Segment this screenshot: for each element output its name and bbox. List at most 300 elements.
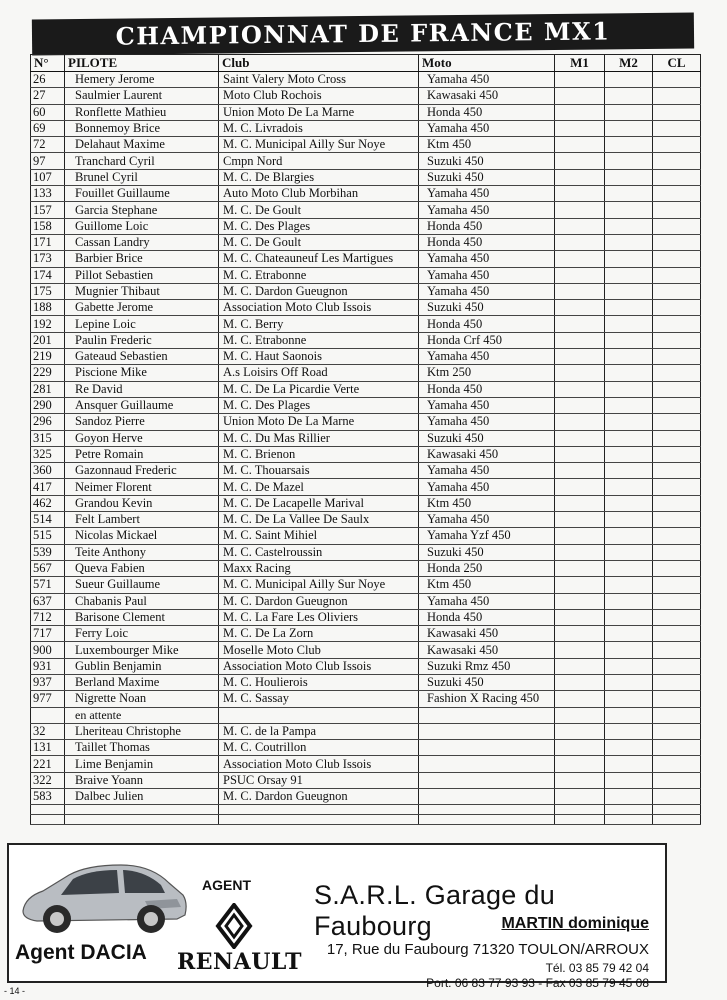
result-m2-cell <box>605 397 653 413</box>
rider-number: 60 <box>31 104 65 120</box>
rider-moto: Honda 450 <box>419 381 555 397</box>
result-m1-cell <box>555 642 605 658</box>
rider-moto: Kawasaki 450 <box>419 446 555 462</box>
rider-name: Gateaud Sebastien <box>65 349 219 365</box>
rider-name: Queva Fabien <box>65 560 219 576</box>
table-row <box>31 332 701 348</box>
result-m2-cell <box>605 658 653 674</box>
rider-name: Sueur Guillaume <box>65 577 219 593</box>
empty-cell <box>219 707 419 723</box>
table-row <box>31 169 701 185</box>
result-m1-cell <box>555 88 605 104</box>
result-m1-cell <box>555 104 605 120</box>
empty-cell <box>419 805 555 815</box>
result-m1-cell <box>555 512 605 528</box>
result-m1-cell <box>555 544 605 560</box>
rider-moto <box>419 789 555 805</box>
rider-moto: Yamaha 450 <box>419 414 555 430</box>
table-row <box>31 153 701 169</box>
rider-name: Teite Anthony <box>65 544 219 560</box>
rider-name: Grandou Kevin <box>65 495 219 511</box>
rider-name: Ferry Loic <box>65 626 219 642</box>
result-m1-cell <box>555 349 605 365</box>
result-m1-cell <box>555 560 605 576</box>
rider-moto: Honda 450 <box>419 234 555 250</box>
rider-name: Dalbec Julien <box>65 789 219 805</box>
rider-number: 157 <box>31 202 65 218</box>
waiting-list-separator-row <box>31 707 701 723</box>
rider-number: 462 <box>31 495 65 511</box>
rider-club: M. C. Des Plages <box>219 397 419 413</box>
rider-moto: Kawasaki 450 <box>419 88 555 104</box>
dacia-agent-label: Agent DACIA <box>15 941 147 964</box>
empty-cell <box>65 805 219 815</box>
rider-name: Fouillet Guillaume <box>65 186 219 202</box>
result-m2-cell <box>605 202 653 218</box>
result-m1-cell <box>555 772 605 788</box>
result-cl-cell <box>653 414 701 430</box>
table-row <box>31 300 701 316</box>
result-m2-cell <box>605 495 653 511</box>
rider-moto: Yamaha 450 <box>419 202 555 218</box>
rider-moto: Fashion X Racing 450 <box>419 691 555 707</box>
rider-name: Guillome Loic <box>65 218 219 234</box>
result-cl-cell <box>653 756 701 772</box>
result-m2-cell <box>605 381 653 397</box>
rider-moto <box>419 772 555 788</box>
rider-club: M. C. De Lacapelle Marival <box>219 495 419 511</box>
rider-club: A.s Loisirs Off Road <box>219 365 419 381</box>
result-m1-cell <box>555 674 605 690</box>
result-cl-cell <box>653 658 701 674</box>
result-cl-cell <box>653 789 701 805</box>
empty-cell <box>31 805 65 815</box>
rider-number: 72 <box>31 137 65 153</box>
rider-number: 158 <box>31 218 65 234</box>
result-m1-cell <box>555 626 605 642</box>
header-m2: M2 <box>605 55 653 72</box>
result-m2-cell <box>605 512 653 528</box>
rider-number: 192 <box>31 316 65 332</box>
empty-cell <box>419 707 555 723</box>
rider-club: M. C. De La Picardie Verte <box>219 381 419 397</box>
rider-number: 296 <box>31 414 65 430</box>
rider-number: 174 <box>31 267 65 283</box>
rider-name: Gabette Jerome <box>65 300 219 316</box>
rider-club: Association Moto Club Issois <box>219 300 419 316</box>
rider-number: 637 <box>31 593 65 609</box>
result-cl-cell <box>653 202 701 218</box>
rider-moto: Yamaha 450 <box>419 463 555 479</box>
rider-moto: Kawasaki 450 <box>419 626 555 642</box>
result-cl-cell <box>653 626 701 642</box>
table-row <box>31 381 701 397</box>
table-row <box>31 120 701 136</box>
result-m2-cell <box>605 72 653 88</box>
rider-name: Luxembourger Mike <box>65 642 219 658</box>
garage-mobile-fax: Port. 06 83 77 93 93 - Fax 03 85 79 45 08 <box>426 976 649 990</box>
result-m1-cell <box>555 446 605 462</box>
result-m1-cell <box>555 202 605 218</box>
table-row <box>31 72 701 88</box>
empty-cell <box>219 805 419 815</box>
rider-moto <box>419 740 555 756</box>
rider-name: Sandoz Pierre <box>65 414 219 430</box>
waiting-spacer <box>31 707 65 723</box>
rider-number: 931 <box>31 658 65 674</box>
result-cl-cell <box>653 104 701 120</box>
table-row <box>31 430 701 446</box>
rider-moto <box>419 723 555 739</box>
table-row <box>31 577 701 593</box>
rider-name: Barbier Brice <box>65 251 219 267</box>
rider-name: Ronflette Mathieu <box>65 104 219 120</box>
result-m1-cell <box>555 267 605 283</box>
rider-moto: Honda Crf 450 <box>419 332 555 348</box>
result-m1-cell <box>555 789 605 805</box>
rider-moto: Kawasaki 450 <box>419 642 555 658</box>
result-m1-cell <box>555 658 605 674</box>
table-row <box>31 104 701 120</box>
result-m1-cell <box>555 316 605 332</box>
rider-club: M. C. Municipal Ailly Sur Noye <box>219 137 419 153</box>
result-cl-cell <box>653 479 701 495</box>
rider-club: Moto Club Rochois <box>219 88 419 104</box>
result-cl-cell <box>653 593 701 609</box>
rider-name: Bonnemoy Brice <box>65 120 219 136</box>
rider-number: 133 <box>31 186 65 202</box>
rider-number: 97 <box>31 153 65 169</box>
result-m2-cell <box>605 349 653 365</box>
result-cl-cell <box>653 120 701 136</box>
rider-club: M. C. Dardon Gueugnon <box>219 593 419 609</box>
rider-club: M. C. Houlierois <box>219 674 419 690</box>
rider-number: 583 <box>31 789 65 805</box>
result-m2-cell <box>605 414 653 430</box>
result-m2-cell <box>605 463 653 479</box>
table-row <box>31 137 701 153</box>
rider-club: M. C. Dardon Gueugnon <box>219 283 419 299</box>
rider-club: Cmpn Nord <box>219 153 419 169</box>
garage-phone: Tél. 03 85 79 42 04 <box>545 961 649 975</box>
garage-name: S.A.R.L. Garage du Faubourg <box>314 880 556 941</box>
result-m2-cell <box>605 186 653 202</box>
rider-club: Union Moto De La Marne <box>219 414 419 430</box>
rider-moto: Yamaha 450 <box>419 593 555 609</box>
rider-club: M. C. Du Mas Rillier <box>219 430 419 446</box>
table-row <box>31 609 701 625</box>
championship-title: CHAMPIONNAT DE FRANCE MX1 <box>32 13 694 56</box>
rider-club: Maxx Racing <box>219 560 419 576</box>
table-row <box>31 658 701 674</box>
table-row <box>31 234 701 250</box>
rider-number: 219 <box>31 349 65 365</box>
rider-club: M. C. De La Zorn <box>219 626 419 642</box>
result-m1-cell <box>555 577 605 593</box>
entry-table <box>30 54 701 825</box>
header-moto: Moto <box>419 55 555 72</box>
rider-club: Association Moto Club Issois <box>219 756 419 772</box>
result-m2-cell <box>605 756 653 772</box>
result-m1-cell <box>555 120 605 136</box>
table-row <box>31 446 701 462</box>
result-m1-cell <box>555 593 605 609</box>
result-cl-cell <box>653 560 701 576</box>
result-m1-cell <box>555 300 605 316</box>
result-m2-cell <box>605 528 653 544</box>
result-m2-cell <box>605 283 653 299</box>
rider-number: 325 <box>31 446 65 462</box>
result-m2-cell <box>605 251 653 267</box>
rider-number: 712 <box>31 609 65 625</box>
table-row <box>31 512 701 528</box>
waiting-row <box>31 756 701 772</box>
rider-moto: Yamaha Yzf 450 <box>419 528 555 544</box>
result-m1-cell <box>555 381 605 397</box>
result-m2-cell <box>605 88 653 104</box>
table-row <box>31 626 701 642</box>
entry-rows <box>31 72 701 825</box>
garage-address: 17, Rue du Faubourg 71320 TOULON/ARROUX <box>326 941 649 958</box>
result-m2-cell <box>605 137 653 153</box>
rider-number: 900 <box>31 642 65 658</box>
rider-number: 571 <box>31 577 65 593</box>
result-m1-cell <box>555 756 605 772</box>
result-m2-cell <box>605 267 653 283</box>
rider-name: Saulmier Laurent <box>65 88 219 104</box>
result-m2-cell <box>605 430 653 446</box>
rider-club: M. C. Municipal Ailly Sur Noye <box>219 577 419 593</box>
table-row <box>31 251 701 267</box>
result-m2-cell <box>605 560 653 576</box>
result-m1-cell <box>555 365 605 381</box>
rider-moto: Honda 450 <box>419 316 555 332</box>
result-m1-cell <box>555 234 605 250</box>
rider-club: M. C. Brienon <box>219 446 419 462</box>
result-cl-cell <box>653 740 701 756</box>
result-cl-cell <box>653 528 701 544</box>
rider-name: Lime Benjamin <box>65 756 219 772</box>
rider-number: 515 <box>31 528 65 544</box>
result-cl-cell <box>653 642 701 658</box>
result-cl-cell <box>653 349 701 365</box>
rider-name: Paulin Frederic <box>65 332 219 348</box>
table-row <box>31 593 701 609</box>
result-m2-cell <box>605 332 653 348</box>
entry-list-sheet <box>12 8 717 833</box>
result-m1-cell <box>555 528 605 544</box>
rider-name: Barisone Clement <box>65 609 219 625</box>
rider-name: Pillot Sebastien <box>65 267 219 283</box>
rider-moto: Suzuki 450 <box>419 430 555 446</box>
result-m1-cell <box>555 137 605 153</box>
empty-cell <box>653 707 701 723</box>
waiting-row <box>31 789 701 805</box>
result-m1-cell <box>555 691 605 707</box>
rider-moto: Ktm 450 <box>419 137 555 153</box>
rider-club: Saint Valery Moto Cross <box>219 72 419 88</box>
rider-number: 937 <box>31 674 65 690</box>
rider-club: Union Moto De La Marne <box>219 104 419 120</box>
rider-number: 27 <box>31 88 65 104</box>
result-cl-cell <box>653 495 701 511</box>
rider-club: Moselle Moto Club <box>219 642 419 658</box>
rider-club: M. C. Sassay <box>219 691 419 707</box>
result-cl-cell <box>653 397 701 413</box>
rider-club: M. C. Saint Mihiel <box>219 528 419 544</box>
result-m2-cell <box>605 120 653 136</box>
rider-moto: Yamaha 450 <box>419 267 555 283</box>
result-m1-cell <box>555 479 605 495</box>
rider-number: 417 <box>31 479 65 495</box>
empty-cell <box>419 815 555 825</box>
rider-club: M. C. De Mazel <box>219 479 419 495</box>
result-cl-cell <box>653 283 701 299</box>
result-m2-cell <box>605 609 653 625</box>
result-m1-cell <box>555 283 605 299</box>
rider-club: M. C. Des Plages <box>219 218 419 234</box>
table-row <box>31 365 701 381</box>
rider-moto: Suzuki 450 <box>419 544 555 560</box>
result-cl-cell <box>653 463 701 479</box>
rider-club: M. C. La Fare Les Oliviers <box>219 609 419 625</box>
result-cl-cell <box>653 332 701 348</box>
rider-number: 32 <box>31 723 65 739</box>
rider-name: Delahaut Maxime <box>65 137 219 153</box>
rider-moto: Honda 250 <box>419 560 555 576</box>
result-m1-cell <box>555 397 605 413</box>
result-m1-cell <box>555 332 605 348</box>
result-cl-cell <box>653 72 701 88</box>
result-cl-cell <box>653 300 701 316</box>
rider-name: Re David <box>65 381 219 397</box>
rider-moto: Yamaha 450 <box>419 186 555 202</box>
empty-cell <box>219 815 419 825</box>
rider-moto: Suzuki 450 <box>419 153 555 169</box>
rider-number: 315 <box>31 430 65 446</box>
rider-club: M. C. Thouarsais <box>219 463 419 479</box>
rider-number: 717 <box>31 626 65 642</box>
rider-number: 539 <box>31 544 65 560</box>
result-cl-cell <box>653 234 701 250</box>
header-cl: CL <box>653 55 701 72</box>
rider-moto: Honda 450 <box>419 104 555 120</box>
rider-number: 69 <box>31 120 65 136</box>
rider-club: M. C. Etrabonne <box>219 267 419 283</box>
rider-moto: Suzuki Rmz 450 <box>419 658 555 674</box>
rider-name: Garcia Stephane <box>65 202 219 218</box>
rider-name: Petre Romain <box>65 446 219 462</box>
rider-club: Auto Moto Club Morbihan <box>219 186 419 202</box>
rider-number: 107 <box>31 169 65 185</box>
table-header-row <box>31 55 701 72</box>
rider-moto: Yamaha 450 <box>419 349 555 365</box>
table-row <box>31 674 701 690</box>
table-row <box>31 88 701 104</box>
result-m2-cell <box>605 789 653 805</box>
waiting-row <box>31 772 701 788</box>
header-club: Club <box>219 55 419 72</box>
rider-name: Goyon Herve <box>65 430 219 446</box>
rider-number: 171 <box>31 234 65 250</box>
result-m2-cell <box>605 153 653 169</box>
rider-name: Brunel Cyril <box>65 169 219 185</box>
result-cl-cell <box>653 381 701 397</box>
rider-moto: Yamaha 450 <box>419 512 555 528</box>
rider-number: 229 <box>31 365 65 381</box>
rider-number: 977 <box>31 691 65 707</box>
waiting-row <box>31 740 701 756</box>
table-row <box>31 349 701 365</box>
result-m1-cell <box>555 463 605 479</box>
rider-name: Lepine Loic <box>65 316 219 332</box>
rider-name: Taillet Thomas <box>65 740 219 756</box>
rider-name: Mugnier Thibaut <box>65 283 219 299</box>
rider-club: PSUC Orsay 91 <box>219 772 419 788</box>
rider-number: 290 <box>31 397 65 413</box>
waiting-row <box>31 723 701 739</box>
rider-moto: Honda 450 <box>419 218 555 234</box>
result-cl-cell <box>653 186 701 202</box>
table-row <box>31 560 701 576</box>
result-m2-cell <box>605 479 653 495</box>
waiting-list-label: en attente <box>65 707 219 723</box>
empty-cell <box>65 815 219 825</box>
rider-name: Nigrette Noan <box>65 691 219 707</box>
rider-club: M. C. Berry <box>219 316 419 332</box>
rider-number: 360 <box>31 463 65 479</box>
result-m2-cell <box>605 626 653 642</box>
rider-name: Nicolas Mickael <box>65 528 219 544</box>
empty-cell <box>653 815 701 825</box>
result-cl-cell <box>653 691 701 707</box>
rider-name: Gublin Benjamin <box>65 658 219 674</box>
table-row <box>31 267 701 283</box>
result-cl-cell <box>653 267 701 283</box>
table-row <box>31 397 701 413</box>
result-m1-cell <box>555 495 605 511</box>
table-row <box>31 495 701 511</box>
rider-club: M. C. De Goult <box>219 202 419 218</box>
result-m2-cell <box>605 723 653 739</box>
result-m1-cell <box>555 430 605 446</box>
result-cl-cell <box>653 446 701 462</box>
rider-name: Piscione Mike <box>65 365 219 381</box>
rider-name: Berland Maxime <box>65 674 219 690</box>
agent-label: AGENT <box>202 877 251 893</box>
rider-club: M. C. De La Vallee De Saulx <box>219 512 419 528</box>
result-cl-cell <box>653 430 701 446</box>
table-row <box>31 202 701 218</box>
rider-number: 281 <box>31 381 65 397</box>
rider-club: Association Moto Club Issois <box>219 658 419 674</box>
result-m2-cell <box>605 316 653 332</box>
rider-number: 201 <box>31 332 65 348</box>
result-cl-cell <box>653 153 701 169</box>
rider-moto: Yamaha 450 <box>419 72 555 88</box>
result-m2-cell <box>605 642 653 658</box>
renault-logo-icon <box>214 903 254 949</box>
rider-moto: Yamaha 450 <box>419 120 555 136</box>
rider-club: M. C. Etrabonne <box>219 332 419 348</box>
result-cl-cell <box>653 218 701 234</box>
table-row <box>31 316 701 332</box>
rider-club: M. C. De Blargies <box>219 169 419 185</box>
result-cl-cell <box>653 609 701 625</box>
rider-moto: Ktm 250 <box>419 365 555 381</box>
header-pilot: PILOTE <box>65 55 219 72</box>
result-cl-cell <box>653 674 701 690</box>
